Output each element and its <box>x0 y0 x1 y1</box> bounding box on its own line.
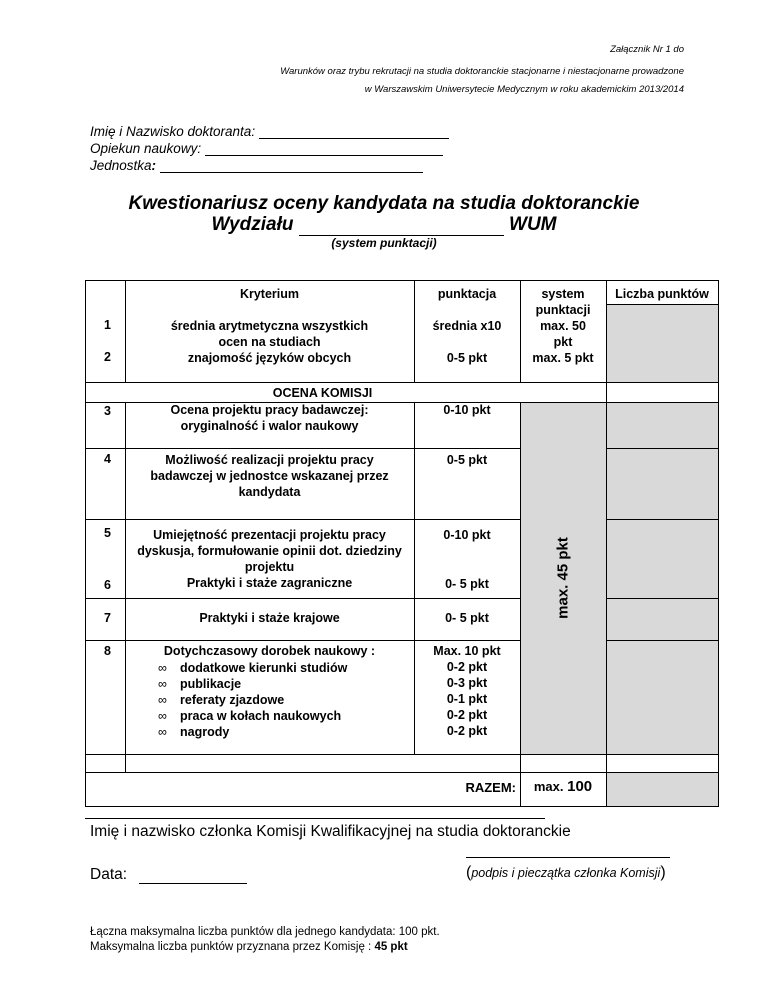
row3-points: 0-10 pkt <box>443 403 491 417</box>
header-punktacja: punktacja <box>437 287 497 301</box>
faculty-suffix: WUM <box>509 214 557 235</box>
header-kryterium: Kryterium <box>239 287 300 301</box>
candidate-name-line[interactable] <box>259 138 449 139</box>
header-system: system punktacji <box>535 287 591 317</box>
candidate-name-field <box>90 124 449 139</box>
row2-points: 0-5 pkt <box>446 351 488 365</box>
footer-total-max: Łączna maksymalna liczba punktów dla jednego kandydata: 100 pkt. <box>90 926 440 938</box>
row8-criterion-title: Dotychczasowy dorobek naukowy : <box>163 644 376 658</box>
subtitle: (system punktacji) <box>331 236 437 250</box>
row8-bullets <box>158 660 347 740</box>
row2-criterion: znajomość języków obcych <box>187 351 352 365</box>
row8-points: Max. 10 pkt 0-2 pkt 0-3 pkt 0-1 pkt 0-2 pkt 0-2 pkt <box>433 644 501 738</box>
row7-criterion: Praktyki i staże krajowe <box>199 611 340 625</box>
komisja-heading: OCENA KOMISJI <box>272 386 373 400</box>
row6-points: 0- 5 pkt <box>445 577 489 591</box>
header-liczba: Liczba punktów <box>615 287 709 301</box>
row2-system: max. 5 pkt <box>532 351 594 365</box>
faculty-prefix: Wydziału <box>211 214 294 235</box>
row5-number: 5 <box>104 526 111 540</box>
unit-line[interactable] <box>160 172 423 173</box>
regulation-reference: Warunków oraz trybu rekrutacji na studia doktoranckie stacjonarne i niestacjonarne prowadzone <box>280 66 684 77</box>
row5-points: 0-10 pkt <box>443 528 491 542</box>
row1-number: 1 <box>104 318 111 332</box>
unit-label: Jednostka <box>90 158 152 173</box>
row1-system: max. 50 pkt <box>540 319 586 349</box>
signature-line <box>466 857 670 858</box>
row6-number: 6 <box>104 578 111 592</box>
list-item: ∞ dodatkowe kierunki studiów <box>158 661 348 675</box>
date-line[interactable] <box>139 883 247 884</box>
supervisor-label: Opiekun naukowy: <box>90 141 202 156</box>
row1-criterion: średnia arytmetyczna wszystkich ocen na studiach <box>170 319 369 349</box>
member-name-label: Imię i nazwisko członka Komisji Kwalifikacyjnej na studia doktoranckie <box>90 823 571 840</box>
attachment-number: Załącznik Nr 1 do <box>610 44 684 55</box>
row8-number: 8 <box>104 644 111 658</box>
razem-label: RAZEM: <box>465 780 516 795</box>
razem-value: max. 100 <box>533 778 593 795</box>
row4-number: 4 <box>104 452 111 466</box>
row4-criterion: Możliwość realizacji projektu pracy badawczej w jednostce wskazanej przez kandydata <box>150 453 389 499</box>
row7-number: 7 <box>104 611 111 625</box>
signature-caption: (podpis i pieczątka członka Komisji) <box>466 864 666 881</box>
max45-label: max. 45 pkt <box>554 537 572 619</box>
shade-liczba-bottom <box>606 402 718 754</box>
unit-field <box>90 158 423 173</box>
row4-points: 0-5 pkt <box>446 453 488 467</box>
university-reference: w Warszawskim Uniwersytecie Medycznym w roku akademickim 2013/2014 <box>364 84 684 95</box>
list-item: ∞ publikacje <box>158 677 242 691</box>
row6-criterion: Praktyki i staże zagraniczne <box>186 576 353 590</box>
shade-razem <box>606 772 718 806</box>
row1-points: średnia x10 <box>432 319 502 333</box>
footer-commission-max: Maksymalna liczba punktów przyznana przez Komisję : 45 pkt <box>90 941 408 953</box>
list-item: ∞ praca w kołach naukowych <box>158 709 342 723</box>
supervisor-line[interactable] <box>205 155 443 156</box>
row5-criterion: Umiejętność prezentacji projektu pracy dyskusja, formułowanie opinii dot. dziedziny projektu <box>137 528 402 574</box>
faculty-title <box>0 214 768 236</box>
unit-colon: : <box>151 158 157 173</box>
candidate-name-label: Imię i Nazwisko doktoranta: <box>90 124 256 139</box>
row2-number: 2 <box>104 350 111 364</box>
date-label: Data: <box>90 866 128 883</box>
row3-criterion: Ocena projektu pracy badawczej: oryginalność i walor naukowy <box>170 403 369 433</box>
row7-points: 0- 5 pkt <box>445 611 489 625</box>
shade-liczba-top <box>606 304 718 382</box>
row3-number: 3 <box>104 404 111 418</box>
date-field <box>90 866 247 884</box>
list-item: ∞ nagrody <box>158 725 230 739</box>
list-item: ∞ referaty zjazdowe <box>158 693 285 707</box>
page-title: Kwestionariusz oceny kandydata na studia doktoranckie <box>128 193 640 214</box>
supervisor-field <box>90 141 443 156</box>
